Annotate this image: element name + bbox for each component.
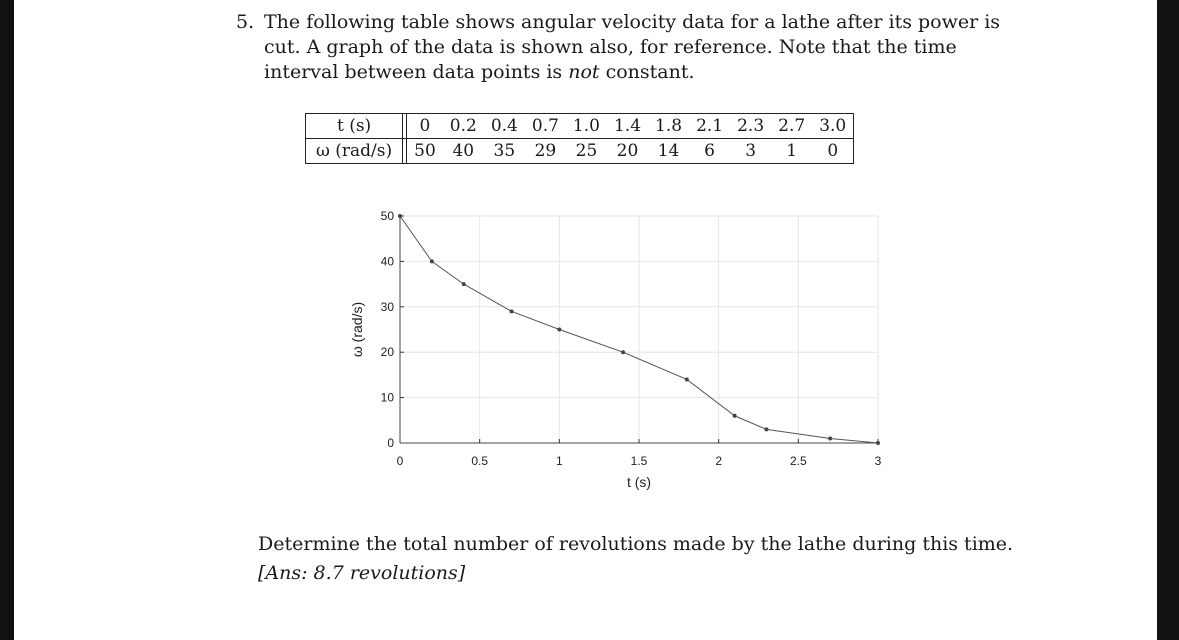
time-cell: 0.4 [484, 114, 525, 139]
time-cell: 0.2 [443, 114, 484, 139]
data-point [510, 309, 514, 313]
answer-text: [Ans: 8.7 revolutions] [258, 562, 466, 584]
data-point [462, 282, 466, 286]
y-tick-label: 30 [380, 299, 394, 314]
data-point [733, 414, 737, 418]
time-cell: 0 [407, 114, 443, 139]
y-tick-label: 40 [380, 254, 394, 269]
velocity-chart [340, 200, 900, 500]
omega-cell: 29 [525, 139, 566, 164]
time-row [306, 114, 854, 139]
time-cell: 1.0 [566, 114, 607, 139]
data-table [305, 113, 854, 164]
problem-text-part2: constant. [599, 61, 695, 83]
time-cell: 1.8 [648, 114, 689, 139]
x-axis-label: t (s) [626, 474, 652, 490]
omega-cell: 50 [407, 139, 443, 164]
x-tick-label: 0 [396, 454, 404, 468]
chart-tick-labels [381, 209, 882, 468]
omega-cell: 0 [812, 139, 854, 164]
data-point [398, 214, 402, 218]
omega-cell: 1 [771, 139, 812, 164]
x-tick-label: 2 [715, 454, 723, 468]
left-border [0, 0, 14, 640]
x-tick-label: 1 [555, 454, 563, 468]
data-point [430, 259, 434, 263]
omega-header: ω (rad/s) [306, 139, 403, 164]
y-tick-label: 50 [380, 209, 394, 223]
problem-text-part1: The following table shows angular velocity data for a lathe after its power is cut. A graph of the data is shown also, for reference. Note that the time interval between data points is [264, 11, 1001, 83]
omega-cell: 25 [566, 139, 607, 164]
data-point [557, 328, 561, 332]
omega-cell: 35 [484, 139, 525, 164]
time-header: t (s) [306, 114, 403, 139]
time-cell: 3.0 [812, 114, 854, 139]
x-tick-label: 2.5 [789, 454, 807, 468]
y-axis-label: ω (rad/s) [349, 301, 365, 358]
data-point [828, 436, 832, 440]
y-tick-label: 0 [387, 436, 394, 450]
time-cell: 1.4 [607, 114, 648, 139]
x-tick-label: 3 [874, 454, 882, 468]
omega-cell: 6 [689, 139, 730, 164]
time-cell: 0.7 [525, 114, 566, 139]
y-tick-label: 10 [380, 390, 394, 405]
time-cell: 2.7 [771, 114, 812, 139]
question-text: Determine the total number of revolutions made by the lathe during this time. [258, 533, 1014, 555]
omega-cell: 40 [443, 139, 484, 164]
time-cell: 2.1 [689, 114, 730, 139]
data-point [621, 350, 625, 354]
omega-cell: 14 [648, 139, 689, 164]
problem-text-emphasis: not [568, 61, 600, 83]
data-point [764, 427, 768, 431]
y-tick-label: 20 [380, 345, 394, 360]
x-tick-label: 1.5 [630, 454, 648, 468]
x-tick-label: 0.5 [471, 454, 489, 468]
omega-cell: 3 [730, 139, 771, 164]
problem-number: 5. [236, 11, 255, 33]
data-point [685, 377, 689, 381]
data-point [876, 441, 880, 445]
problem-text [264, 10, 1014, 85]
time-cell: 2.3 [730, 114, 771, 139]
omega-row [306, 139, 854, 164]
omega-cell: 20 [607, 139, 648, 164]
chart-grid [400, 216, 878, 443]
right-border [1157, 0, 1179, 640]
